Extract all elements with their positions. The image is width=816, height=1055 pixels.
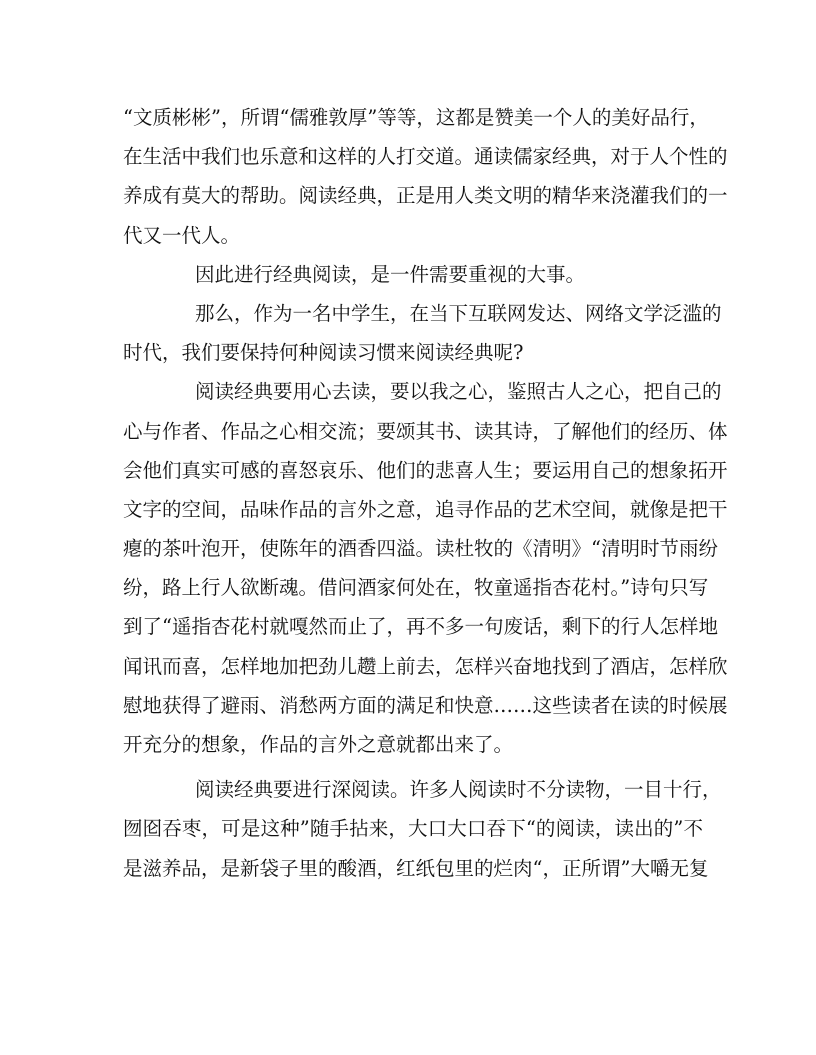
paragraph-line: 养成有莫大的帮助。阅读经典，正是用人类文明的精华来浇灌我们的一 bbox=[123, 184, 728, 208]
paragraph-line: 会他们真实可感的喜怒哀乐、他们的悲喜人生；要运用自己的想象拓开 bbox=[123, 458, 728, 482]
paragraph-line: 纷，路上行人欲断魂。借问酒家何处在，牧童遥指杏花村。”诗句只写 bbox=[123, 576, 709, 600]
paragraph-line: 代又一代人。 bbox=[123, 223, 241, 247]
paragraph-line: 囫囵吞枣，可是这种”随手拈来，大口大口吞下“的阅读，读出的”不 bbox=[123, 817, 703, 841]
paragraph-line: 闻讯而喜，怎样地加把劲儿趱上前去，怎样兴奋地找到了酒店，怎样欣 bbox=[123, 654, 728, 678]
paragraph-line: 是滋养品，是新袋子里的酸酒，红纸包里的烂肉“，正所谓”大嚼无复 bbox=[123, 856, 709, 880]
paragraph-line: 慰地获得了避雨、消愁两方面的满足和快意……这些读者在读的时候展 bbox=[123, 693, 728, 717]
paragraph-line: 开充分的想象，作品的言外之意就都出来了。 bbox=[123, 733, 514, 756]
paragraph-line: 到了“遥指杏花村就嘎然而止了，再不多一句废话，剩下的行人怎样地 bbox=[123, 615, 718, 639]
paragraph-line: “文质彬彬”，所谓“儒雅敦厚”等等，这都是赞美一个人的美好品行， bbox=[123, 106, 709, 129]
paragraph-line: 时代，我们要保持何种阅读习惯来阅读经典呢? bbox=[123, 341, 524, 365]
paragraph-line: 因此进行经典阅读，是一件需要重视的大事。 bbox=[195, 262, 586, 286]
document-body bbox=[123, 98, 728, 888]
paragraph-line: 那么，作为一名中学生，在当下互联网发达、网络文学泛滥的 bbox=[195, 301, 722, 325]
paragraph-line: 阅读经典要进行深阅读。许多人阅读时不分读物，一目十行， bbox=[195, 778, 722, 802]
paragraph-line: 心与作者、作品之心相交流；要颂其书、读其诗，了解他们的经历、体 bbox=[123, 419, 728, 443]
paragraph-line: 文字的空间，品味作品的言外之意，追寻作品的艺术空间，就像是把干 bbox=[123, 497, 728, 521]
paragraph-line: 阅读经典要用心去读，要以我之心，鉴照古人之心，把自己的 bbox=[195, 380, 722, 404]
paragraph-line: 在生活中我们也乐意和这样的人打交道。通读儒家经典，对于人个性的 bbox=[123, 145, 728, 169]
paragraph-line: 瘪的茶叶泡开，使陈年的酒香四溢。读杜牧的《清明》“清明时节雨纷 bbox=[123, 537, 718, 561]
